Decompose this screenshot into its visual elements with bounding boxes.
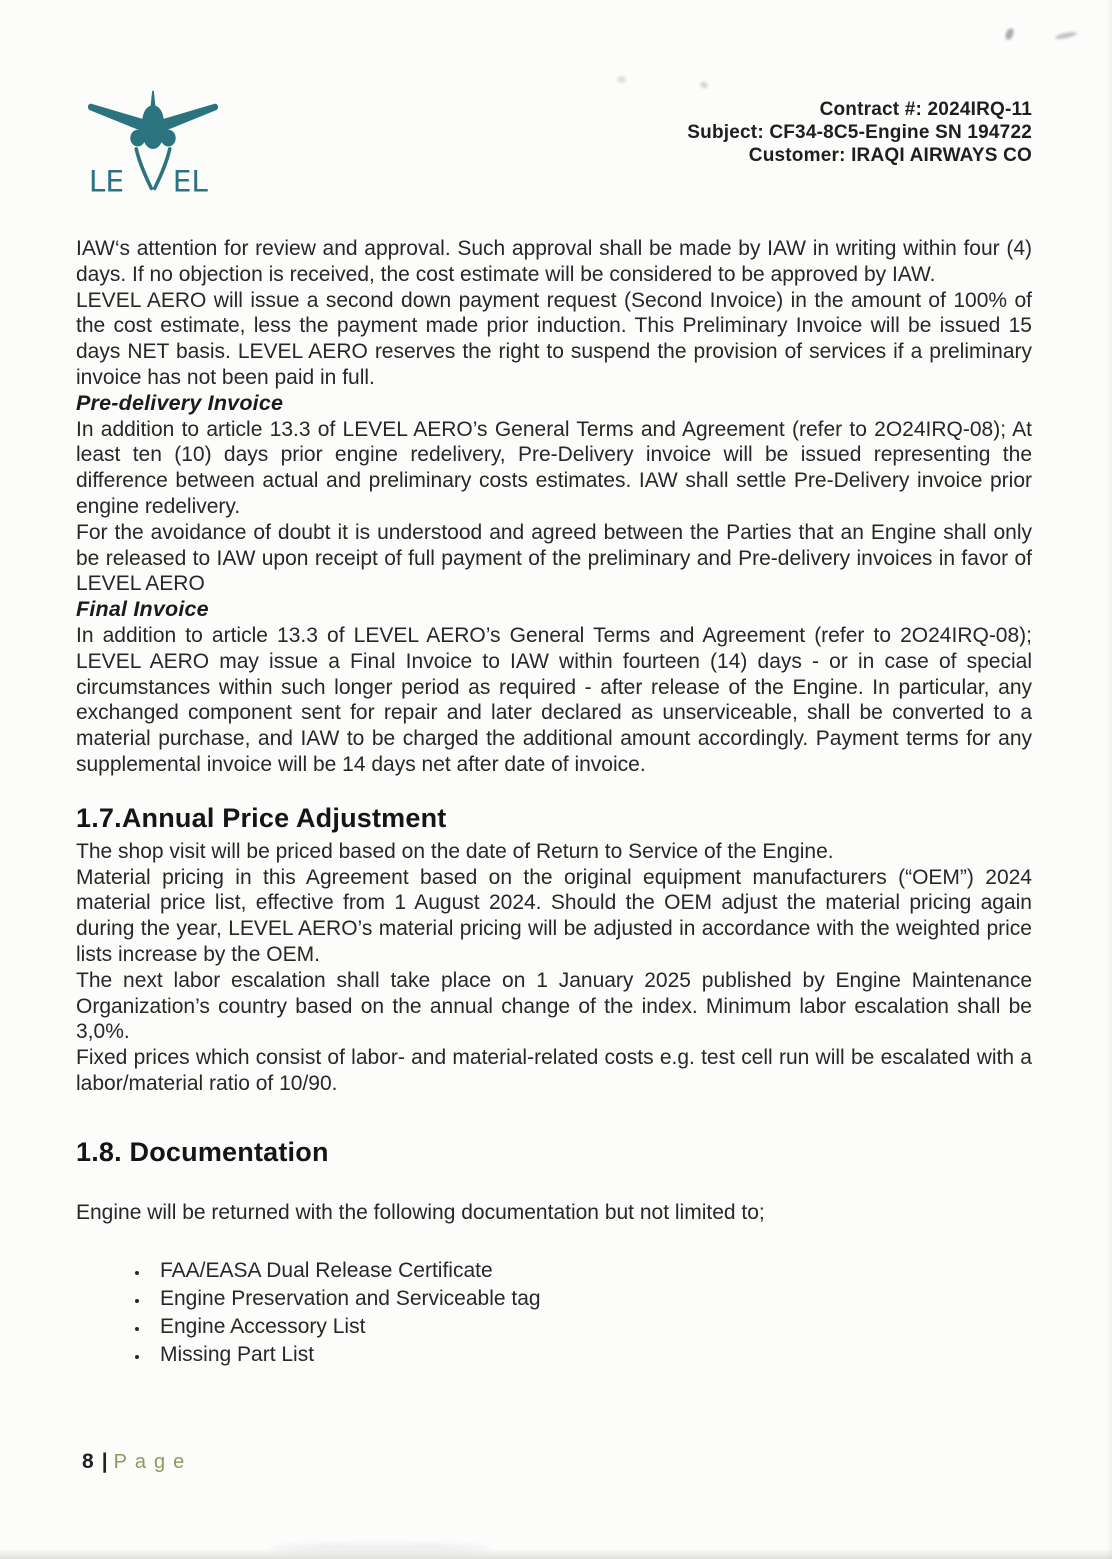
heading-documentation: 1.8. Documentation bbox=[76, 1136, 329, 1167]
paragraph-second-invoice: LEVEL AERO will issue a second down payment request (Second Invoice) in the amount of 100% of the cost estimate, less the payment made prior induction. This Preliminary Invoice will be issued 15 days NET basis. LEVEL AERO reserves the right to suspend the provision of services if a preliminary invoice has not been paid in full. bbox=[76, 288, 1032, 389]
scan-smudge bbox=[699, 81, 709, 89]
page-footer bbox=[82, 1450, 192, 1474]
page-number: 8 bbox=[82, 1450, 94, 1473]
footer-page-word: Page bbox=[113, 1451, 193, 1473]
list-item-preservation-tag: • Engine Preservation and Serviceable tag bbox=[150, 1286, 1032, 1312]
paragraph-final-invoice: In addition to article 13.3 of LEVEL AERO’s General Terms and Agreement (refer to 2O24IRQ-08); LEVEL AERO may issue a Final Invoice to IAW within fourteen (14) days - or in case of special circumstances within such longer period as required - after release of the Engine. In particular, any exchanged component sent for repair and later declared as unserviceable, shall be converted to a material purchase, and IAW to be charged the additional amount accordingly. Payment terms for any supplemental invoice will be 14 days net after date of invoice. bbox=[76, 623, 1032, 776]
list-item-accessory-list: • Engine Accessory List bbox=[150, 1314, 1032, 1340]
heading-annual-price-adjustment: 1.7.Annual Price Adjustment bbox=[76, 802, 447, 833]
scan-shadow-bottom bbox=[0, 1549, 1112, 1559]
heading-predelivery-invoice: Pre-delivery Invoice bbox=[76, 390, 284, 415]
contract-subject-line: Subject: CF34-8C5-Engine SN 194722 bbox=[687, 122, 1032, 143]
footer-separator: | bbox=[101, 1450, 108, 1473]
scan-smudge bbox=[617, 76, 626, 83]
scan-smudge bbox=[270, 1544, 490, 1552]
contract-customer-line: Customer: IRAQI AIRWAYS CO bbox=[748, 145, 1032, 166]
paragraph-predelivery-release: For the avoidance of doubt it is understood and agreed between the Parties that an Engine shall only be released to IAW upon receipt of full payment of the preliminary and Pre-delivery invoices in favor of LEVEL AERO bbox=[76, 520, 1032, 596]
airplane-logo-icon bbox=[84, 88, 222, 198]
logo-letters-left: LE bbox=[88, 164, 125, 198]
list-item-dual-release-certificate: • FAA/EASA Dual Release Certificate bbox=[150, 1258, 1032, 1284]
scan-smudge bbox=[1055, 31, 1078, 40]
paragraph-fixed-prices: Fixed prices which consist of labor- and material-related costs e.g. test cell run will be escalated with a labor/material ratio of 10/90. bbox=[76, 1046, 1032, 1095]
paragraph-approval: IAW‘s attention for review and approval. Such approval shall be made by IAW in writing within four (4) days. If no objection is received, the cost estimate will be considered to be approved by IAW. bbox=[76, 237, 1032, 286]
heading-final-invoice: Final Invoice bbox=[76, 597, 209, 622]
scan-shadow-right bbox=[1106, 0, 1112, 1559]
paragraph-material-pricing: Material pricing in this Agreement based on the original equipment manufacturers (“OEM”) 2024 material price list, effective from 1 August 2024. Should the OEM adjust the material pricing again during the year, LEVEL AERO’s material pricing will be adjusted in accordance with the weighted price lists increase by the OEM. bbox=[76, 865, 1032, 966]
paragraph-labor-escalation: The next labor escalation shall take place on 1 January 2025 published by Engine Maintenance Organization’s country based on the annual change of the index. Minimum labor escalation shall be 3,0%. bbox=[76, 968, 1032, 1044]
contract-number-line: Contract #: 2024IRQ-11 bbox=[819, 99, 1032, 120]
logo-letters-right: EL bbox=[172, 164, 208, 198]
level-aero-logo bbox=[84, 88, 222, 198]
paragraph-shop-visit-pricing: The shop visit will be priced based on the date of Return to Service of the Engine. bbox=[76, 839, 834, 863]
document-body bbox=[76, 236, 1032, 1371]
paragraph-predelivery-terms: In addition to article 13.3 of LEVEL AERO’s General Terms and Agreement (refer to 2O24IRQ-08); At least ten (10) days prior engine redelivery, Pre-Delivery invoice will be issued representing the difference between actual and preliminary costs estimates. IAW shall settle Pre-Delivery invoice prior engine redelivery. bbox=[76, 417, 1032, 518]
scan-smudge bbox=[1004, 27, 1014, 41]
paragraph-documentation-intro: Engine will be returned with the following documentation but not limited to; bbox=[76, 1200, 765, 1224]
list-item-missing-part-list: • Missing Part List bbox=[150, 1342, 1032, 1368]
documentation-list bbox=[76, 1258, 1032, 1369]
contract-info-block bbox=[687, 98, 1032, 167]
